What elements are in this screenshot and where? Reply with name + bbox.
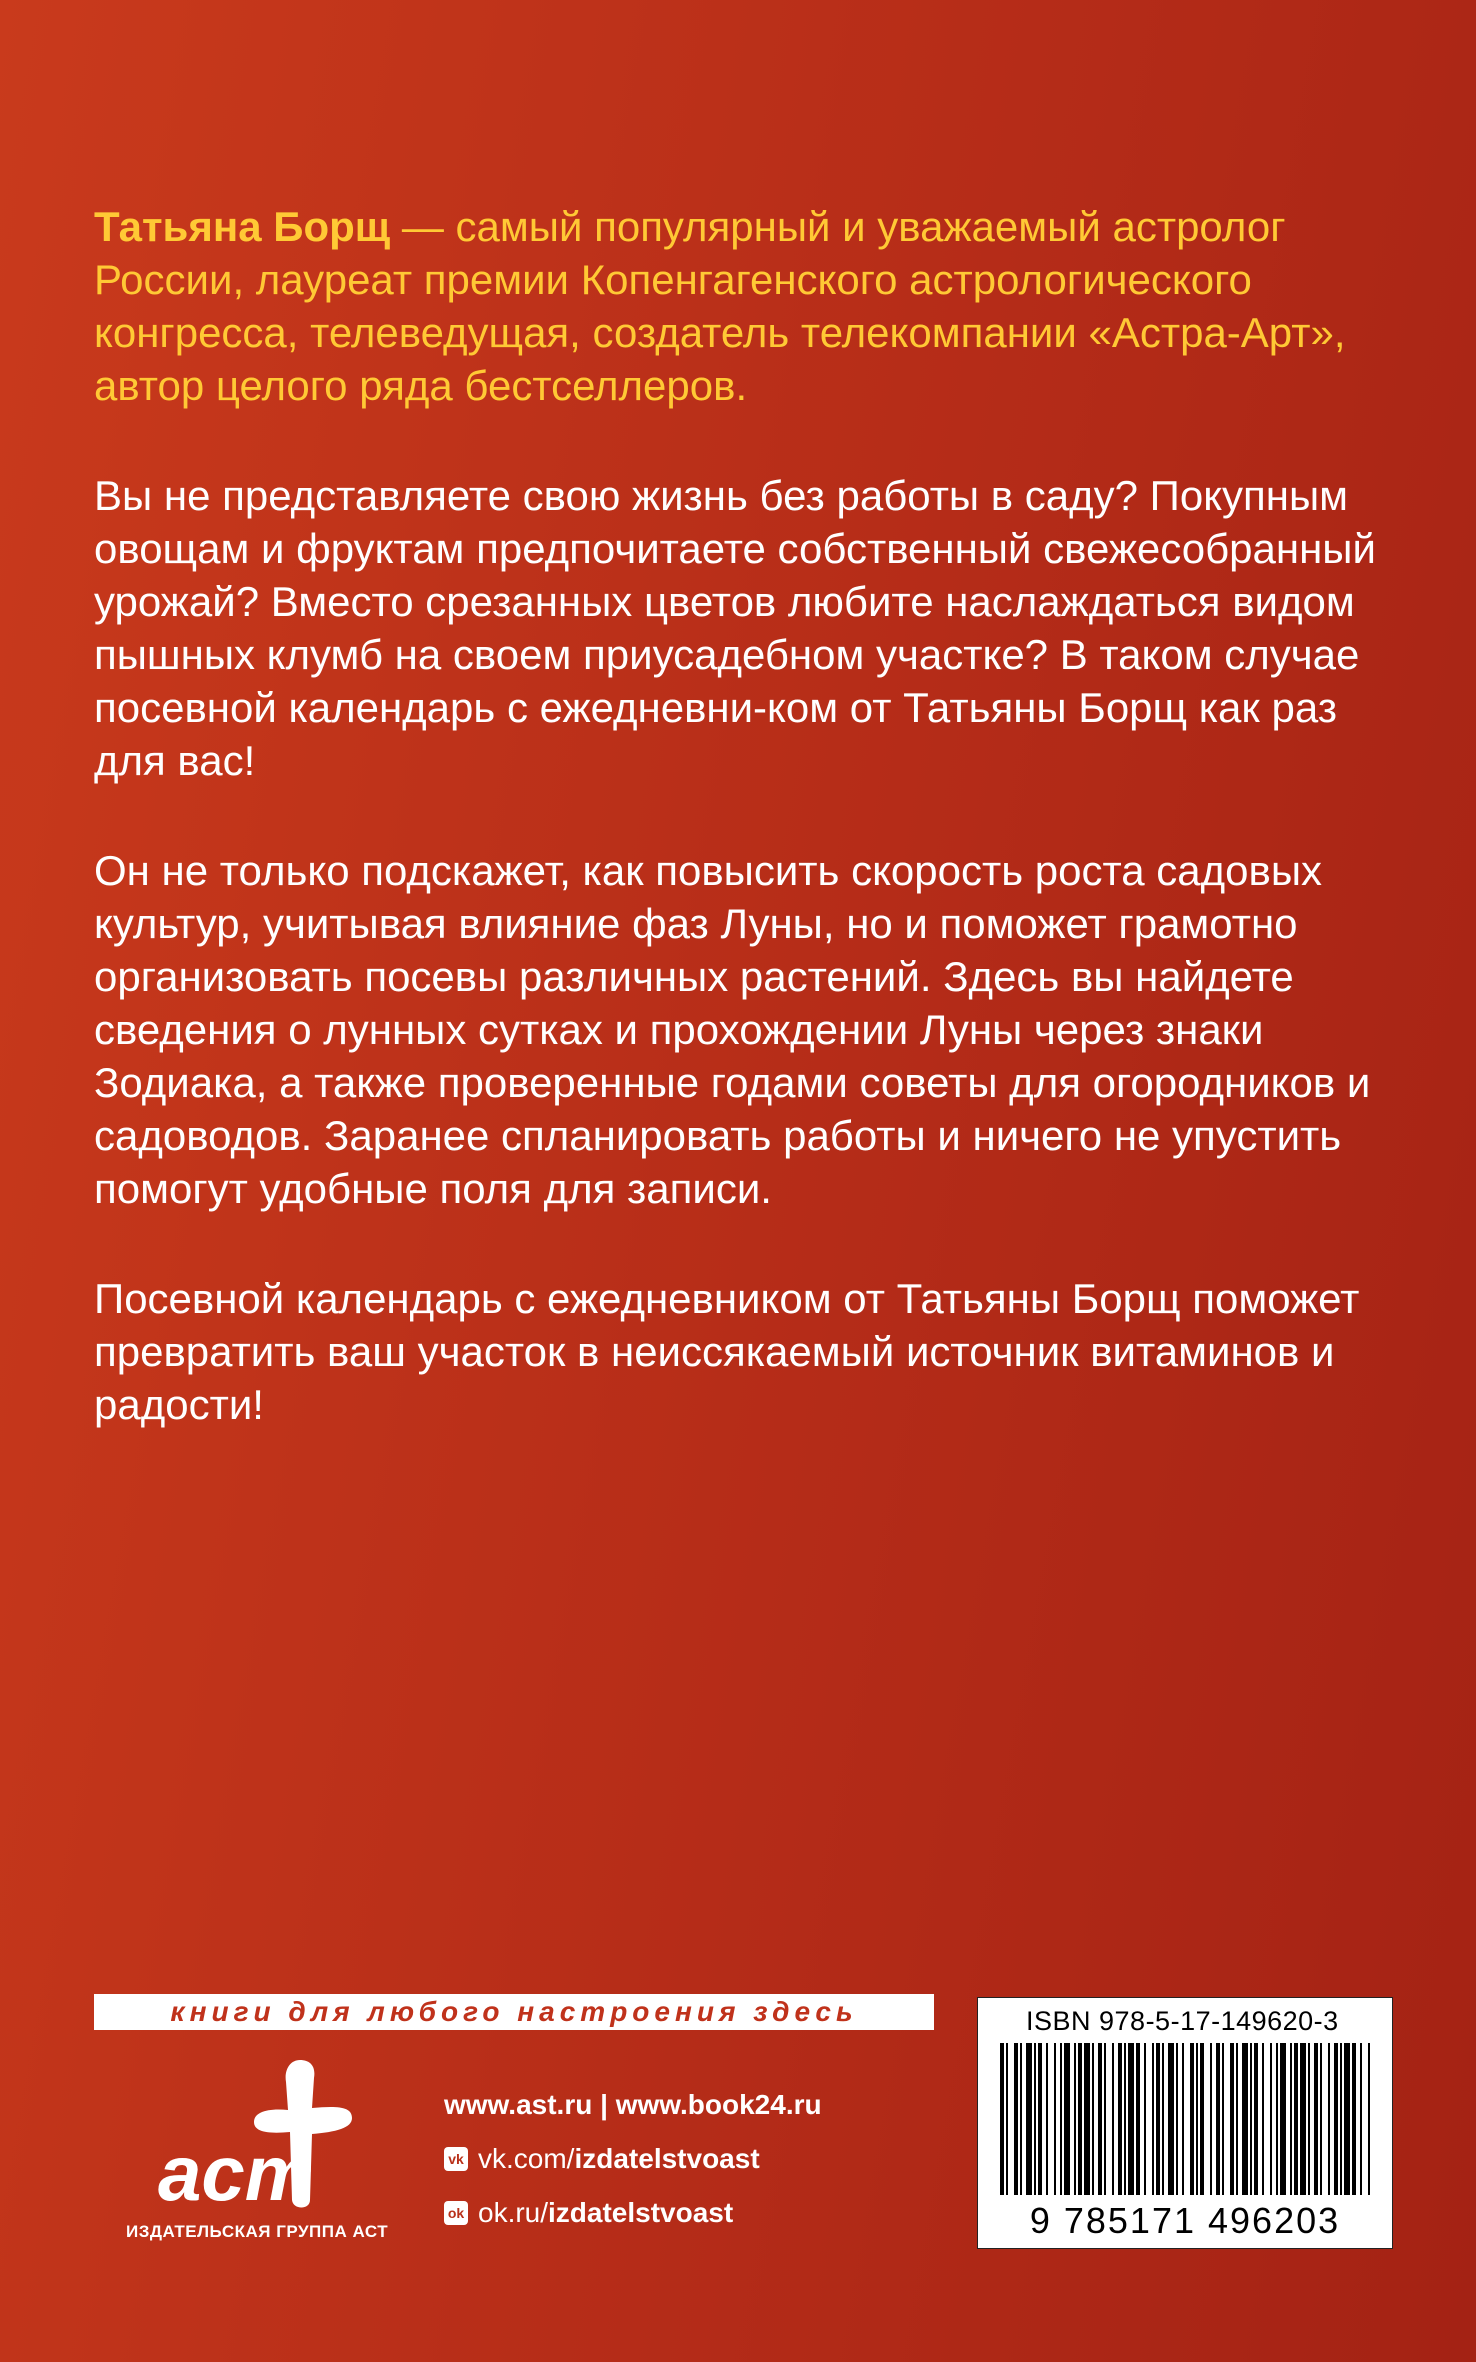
vk-link[interactable] bbox=[444, 2132, 822, 2186]
barcode-bar bbox=[1064, 2043, 1070, 2195]
barcode-bar bbox=[1104, 2043, 1106, 2195]
barcode-bar bbox=[1196, 2043, 1198, 2195]
barcode-bar bbox=[1210, 2043, 1212, 2195]
vk-icon: vk bbox=[444, 2147, 468, 2171]
barcode-bar bbox=[1254, 2043, 1258, 2195]
odnoklassniki-icon: ok bbox=[444, 2201, 468, 2225]
barcode-bar bbox=[1128, 2043, 1134, 2195]
barcode-bar bbox=[1014, 2043, 1018, 2195]
barcode-bar bbox=[1038, 2043, 1042, 2195]
barcode-bar bbox=[1270, 2043, 1272, 2195]
barcode-bar bbox=[1176, 2043, 1178, 2195]
barcode-bar bbox=[1200, 2043, 1204, 2195]
barcode-bar bbox=[1320, 2043, 1322, 2195]
barcode-bar bbox=[1250, 2043, 1252, 2195]
vk-prefix: vk.com/ bbox=[478, 2143, 575, 2174]
author-bio: — самый популярный и уважаемый астролог России, лауреат премии Копенгагенского астрологического конгресса, телеведущая, создатель телекомпании «Астра-Арт», автор целого ряда бестселлеров. bbox=[94, 203, 1346, 409]
paragraph-1: Вы не представляете свою жизнь без работы в саду? Покупным овощам и фруктам предпочитаете собственный свежесобранный урожай? Вместо срезанных цветов любите наслаждаться видом пышных клумб на своем приусадебном участке? В таком случае посевной календарь с ежедневни-ком от Татьяны Борщ как раз для вас! bbox=[94, 472, 1376, 784]
barcode-bar bbox=[1340, 2043, 1342, 2195]
vk-handle: izdatelstvoast bbox=[574, 2143, 760, 2174]
barcode-bar bbox=[1328, 2043, 1330, 2195]
barcode-bar bbox=[1168, 2043, 1174, 2195]
barcode-bar bbox=[1280, 2043, 1286, 2195]
barcode-bar bbox=[1334, 2043, 1338, 2195]
barcode-box bbox=[977, 1997, 1393, 2249]
ast-logo bbox=[150, 2050, 380, 2220]
barcode-bar bbox=[1006, 2043, 1008, 2195]
barcode-bar bbox=[1118, 2043, 1122, 2195]
publisher-caption: ИЗДАТЕЛЬСКАЯ ГРУППА АСТ bbox=[126, 2222, 389, 2241]
ok-handle: izdatelstvoast bbox=[548, 2197, 734, 2228]
website-links[interactable]: www.ast.ru | www.book24.ru bbox=[444, 2089, 822, 2120]
barcode-bar bbox=[1314, 2043, 1318, 2195]
barcode-bar bbox=[1020, 2043, 1022, 2195]
barcode-bar bbox=[1074, 2043, 1076, 2195]
barcode-bar bbox=[1236, 2043, 1238, 2195]
isbn-label: ISBN 978-5-17-149620-3 bbox=[1026, 2006, 1339, 2036]
author-intro bbox=[94, 200, 1394, 412]
barcode-bar bbox=[1308, 2043, 1310, 2195]
barcode-bar bbox=[1078, 2043, 1082, 2195]
barcode-bar bbox=[1344, 2043, 1350, 2195]
barcode-bar bbox=[1144, 2043, 1146, 2195]
barcode-bar bbox=[1152, 2043, 1154, 2195]
barcode-bar bbox=[1242, 2043, 1248, 2195]
description-block bbox=[94, 200, 1394, 1488]
barcode-bar bbox=[1054, 2043, 1056, 2195]
barcode-bar bbox=[1156, 2043, 1160, 2195]
barcode-bar bbox=[1190, 2043, 1194, 2195]
barcode-bar bbox=[1034, 2043, 1036, 2195]
barcode-bar bbox=[1360, 2043, 1362, 2195]
logo-text: аст bbox=[158, 2129, 315, 2217]
barcode-digits: 9 785171 496203 bbox=[1029, 2200, 1341, 2241]
barcode-bar bbox=[1098, 2043, 1102, 2195]
barcode-bar bbox=[1182, 2043, 1184, 2195]
paragraph-3: Посевной календарь с ежедневником от Татьяны Борщ поможет превратить ваш участок в неиссякаемый источник витаминов и радости! bbox=[94, 1275, 1360, 1428]
barcode-bar bbox=[1352, 2043, 1356, 2195]
barcode-bar bbox=[1060, 2043, 1062, 2195]
barcode-bar bbox=[1262, 2043, 1264, 2195]
barcode-bar bbox=[1112, 2043, 1114, 2195]
barcode-bar bbox=[1092, 2043, 1094, 2195]
barcode-icon bbox=[1000, 2043, 1372, 2203]
barcode-bar bbox=[1276, 2043, 1278, 2195]
barcode-bar bbox=[1294, 2043, 1298, 2195]
ok-link[interactable] bbox=[444, 2186, 822, 2240]
slogan-bar: книги для любого настроения здесь bbox=[94, 1994, 934, 2030]
publisher-links bbox=[444, 2078, 822, 2240]
barcode-bar bbox=[1162, 2043, 1164, 2195]
barcode-bar bbox=[1230, 2043, 1234, 2195]
barcode-bar bbox=[1000, 2043, 1004, 2195]
barcode-bar bbox=[1124, 2043, 1126, 2195]
barcode-bar bbox=[1136, 2043, 1140, 2195]
barcode-bar bbox=[1368, 2043, 1370, 2195]
barcode-bar bbox=[1290, 2043, 1292, 2195]
barcode-bar bbox=[1046, 2043, 1048, 2195]
paragraph-2: Он не только подскажет, как повысить скорость роста садовых культур, учитывая влияние фаз Луны, но и поможет грамотно организовать посевы различных растений. Здесь вы найдете сведения о лунных сутках и прохождении Луны через знаки Зодиака, а также проверенные годами советы для огородников и садоводов. Заранее спланировать работы и ничего не упустить помогут удобные поля для записи. bbox=[94, 847, 1371, 1212]
barcode-bar bbox=[1216, 2043, 1220, 2195]
barcode-bar bbox=[1084, 2043, 1090, 2195]
author-name: Татьяна Борщ bbox=[94, 203, 391, 250]
barcode-bar bbox=[1300, 2043, 1306, 2195]
barcode-bar bbox=[1026, 2043, 1032, 2195]
barcode-bar bbox=[1222, 2043, 1224, 2195]
ok-prefix: ok.ru/ bbox=[478, 2197, 549, 2228]
